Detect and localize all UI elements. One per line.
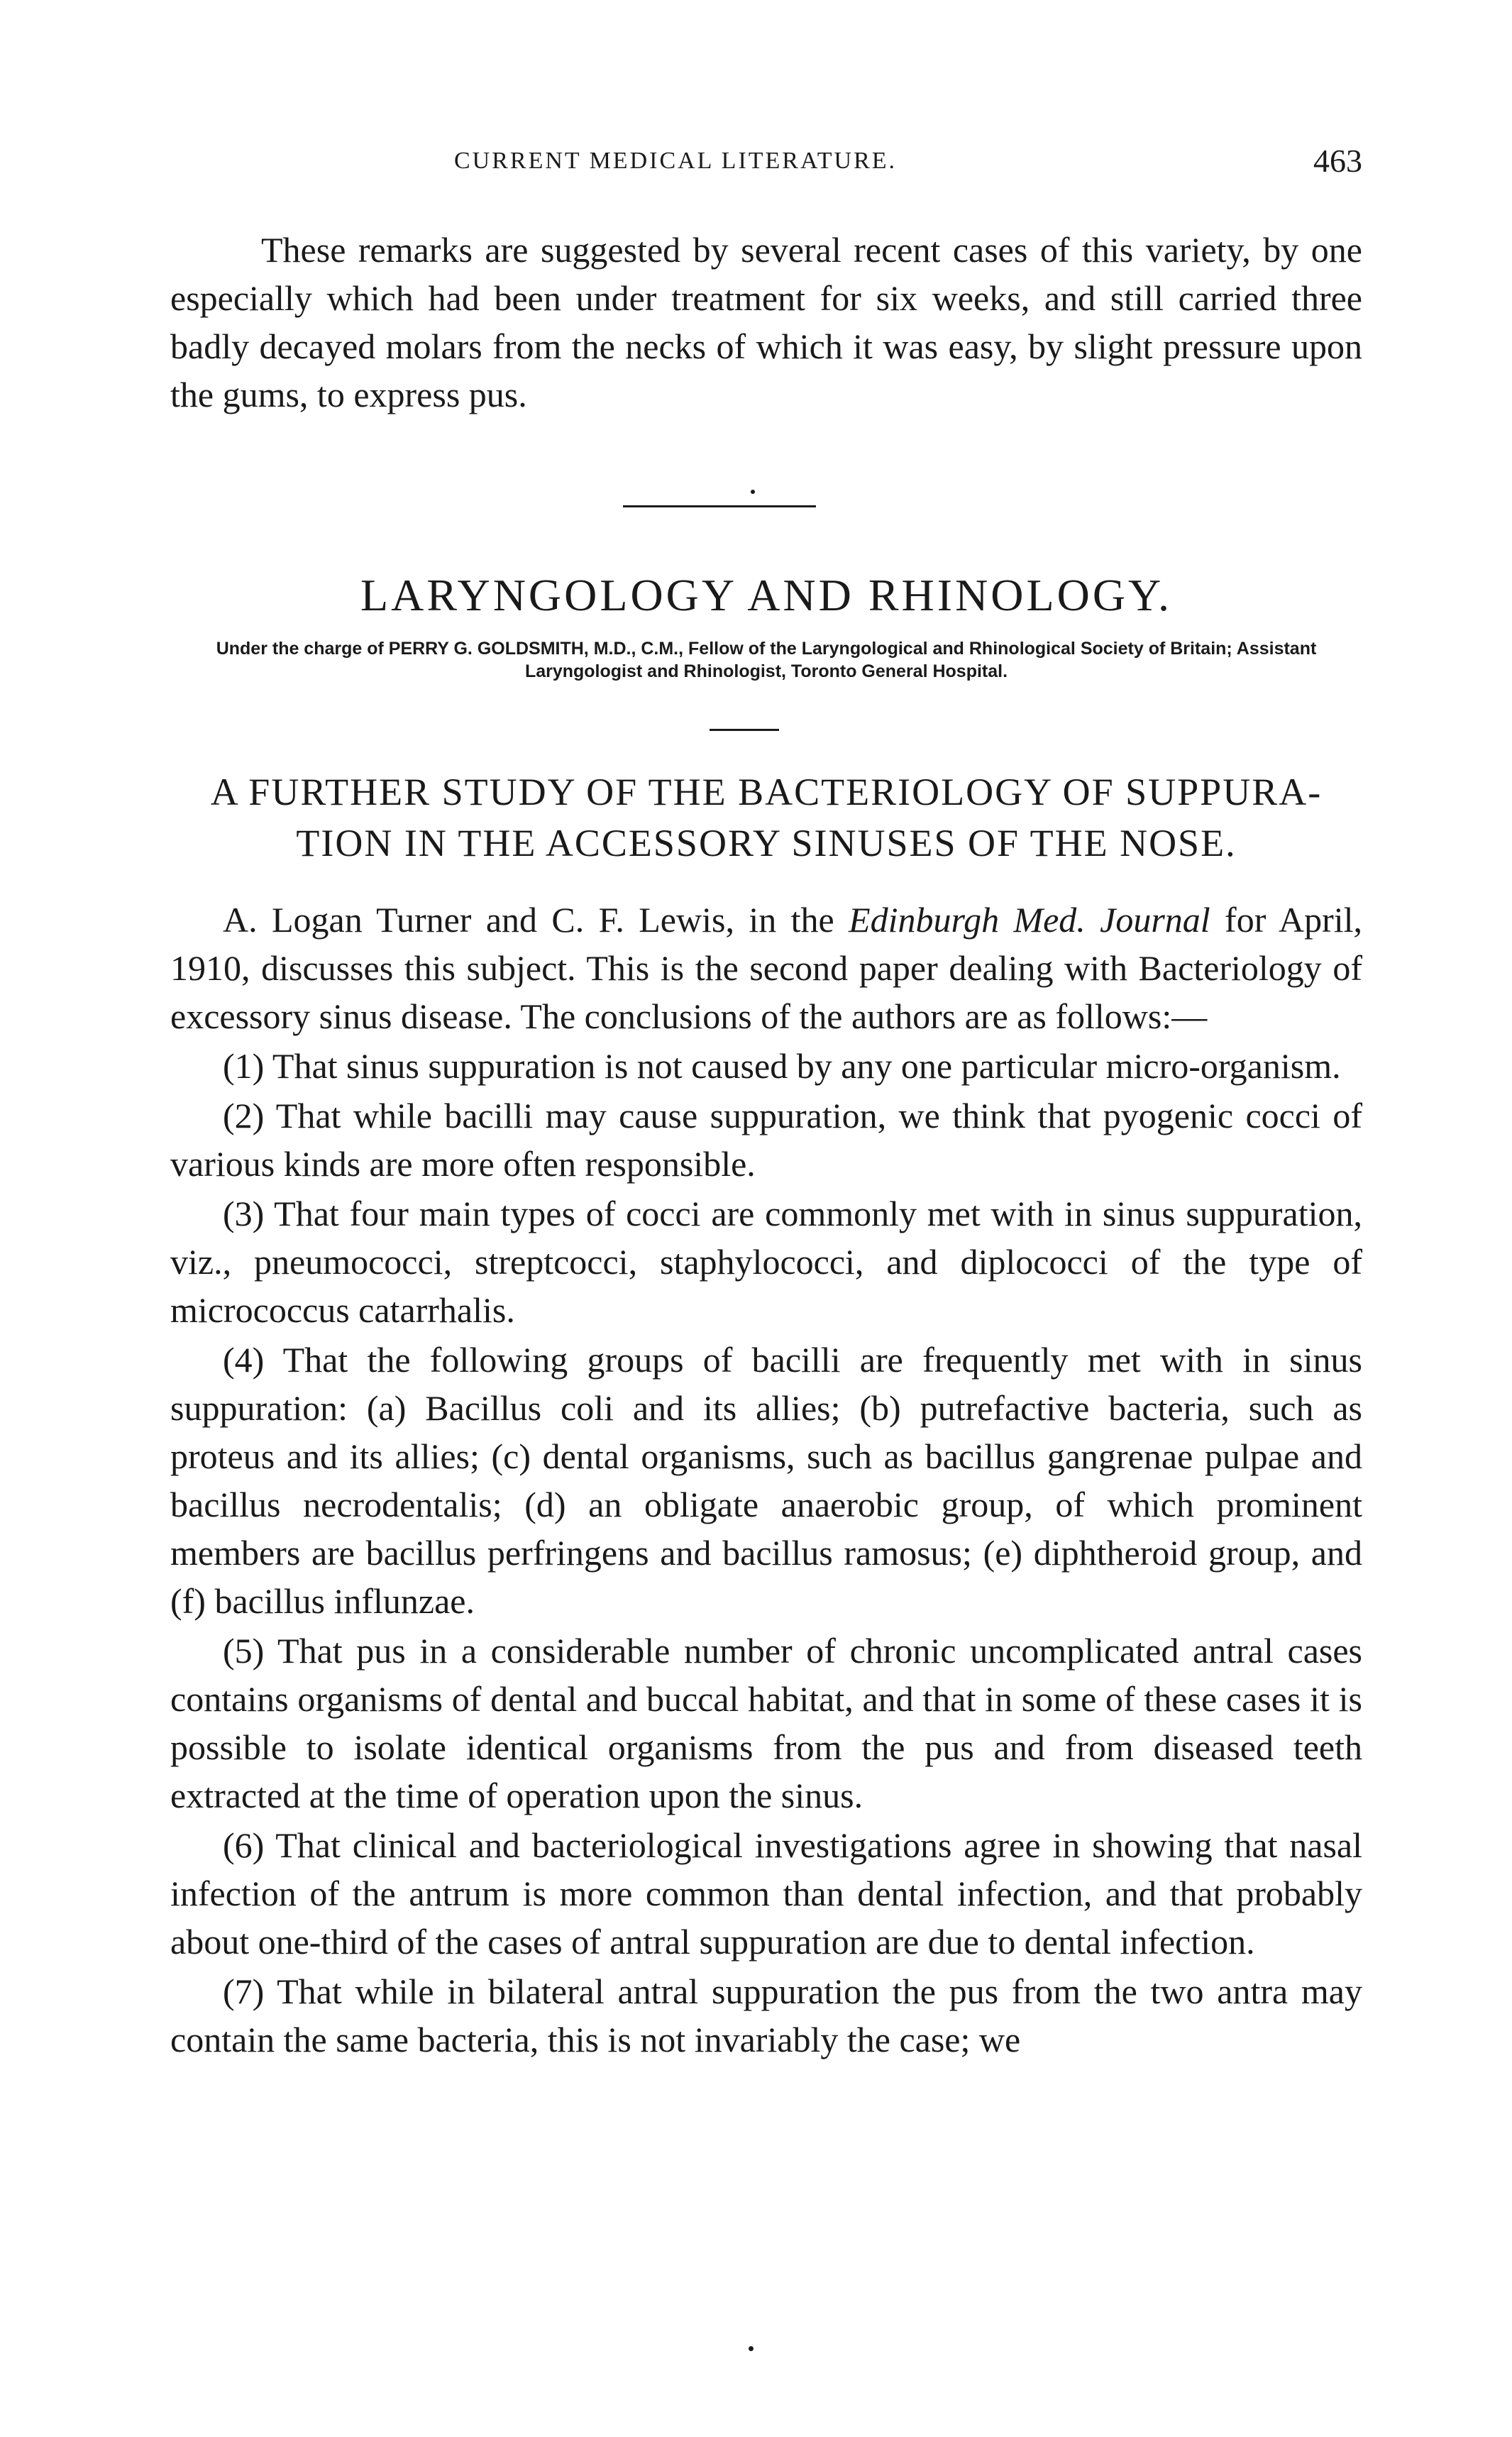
page-mark	[749, 2346, 754, 2351]
byline-divider	[710, 729, 779, 731]
conclusion-1	[170, 1042, 1362, 1090]
running-title: CURRENT MEDICAL LITERATURE.	[454, 148, 898, 174]
conclusion-text: That while bacilli may cause suppuration, we think that pyogenic cocci of various kinds are more often responsible.	[170, 1096, 1362, 1184]
conclusion-number: (2)	[223, 1096, 265, 1135]
intro-text-1: A. Logan Turner and C. F. Lewis, in the	[223, 900, 849, 940]
conclusion-6	[170, 1821, 1362, 1966]
conclusion-number: (5)	[223, 1631, 265, 1671]
conclusion-number: (6)	[223, 1825, 265, 1865]
conclusion-5	[170, 1627, 1362, 1820]
opening-paragraph-block	[170, 226, 1362, 419]
conclusion-text: That four main types of cocci are commonly met with in sinus suppuration, viz., pneumococci, streptcocci, staphylococci, and diplococci of the type of micrococcus catarrhalis.	[170, 1194, 1362, 1330]
section-divider	[623, 505, 816, 507]
conclusion-3	[170, 1189, 1362, 1334]
conclusion-text: That pus in a considerable number of chronic uncomplicated antral cases contains organisms of dental and buccal habitat, and that in some of these cases it is possible to isolate identical organisms from the pus and from diseased teeth extracted at the time of operation upon the sinus.	[170, 1631, 1362, 1815]
journal-name: Edinburgh Med. Journal	[849, 900, 1210, 940]
conclusion-text: That clinical and bacteriological investigations agree in showing that nasal infection of the antrum is more common than dental infection, and that probably about one-third of the cases of antral suppuration are due to dental infection.	[170, 1825, 1362, 1962]
section-heading: LARYNGOLOGY AND RHINOLOGY.	[360, 570, 1172, 620]
conclusion-number: (1)	[223, 1046, 265, 1086]
opening-paragraph: These remarks are suggested by several recent cases of this variety, by one especially which had been under treatment for six weeks, and still carried three badly decayed molars from the necks of which it was easy, by slight pressure upon the gums, to express pus.	[170, 230, 1362, 414]
conclusion-number: (4)	[223, 1340, 265, 1380]
divider-ornament	[751, 490, 755, 494]
article-title-line-1: A FURTHER STUDY OF THE BACTERIOLOGY OF SUPPURA-	[210, 771, 1323, 813]
article-body	[170, 896, 1362, 2065]
conclusion-number: (3)	[223, 1194, 265, 1233]
conclusion-text: That the following groups of bacilli are frequently met with in sinus suppuration: (a) Bacillus coli and its allies; (b) putrefactive bacteria, such as proteus and its allies; (c) dental organisms, such as bacillus gangrenae pulpae and bacillus necrodentalis; (d) an obligate anaerobic group, of which prominent members are bacillus perfringens and bacillus ramosus; (e) diphtheroid group, and (f) bacillus influnzae.	[170, 1340, 1362, 1621]
conclusion-number: (7)	[223, 1971, 265, 2011]
conclusion-4	[170, 1336, 1362, 1625]
article-intro	[170, 896, 1362, 1040]
article-title	[170, 766, 1362, 869]
page-number: 463	[1313, 143, 1362, 179]
conclusion-text: That while in bilateral antral suppuration the pus from the two antra may contain the same bacteria, this is not invariably the case; we	[170, 1971, 1362, 2059]
conclusion-2	[170, 1091, 1362, 1188]
conclusion-text: That sinus suppuration is not caused by any one particular micro-organism.	[264, 1046, 1341, 1086]
intro-text-2: for April, 1910, discusses this subject. This is the second paper dealing with Bacteriology of excessory sinus disease. The conclusions of the authors are as follows:—	[170, 900, 1363, 1036]
article-title-line-2: TION IN THE ACCESSORY SINUSES OF THE NOSE.	[296, 822, 1237, 864]
section-byline: Under the charge of PERRY G. GOLDSMITH, M.D., C.M., Fellow of the Laryngological and Rhinological Society of Britain; Assistant Laryngologist and Rhinologist, Toronto General Hospital.	[216, 639, 1317, 681]
conclusion-7	[170, 1967, 1362, 2064]
running-head	[170, 142, 1362, 185]
